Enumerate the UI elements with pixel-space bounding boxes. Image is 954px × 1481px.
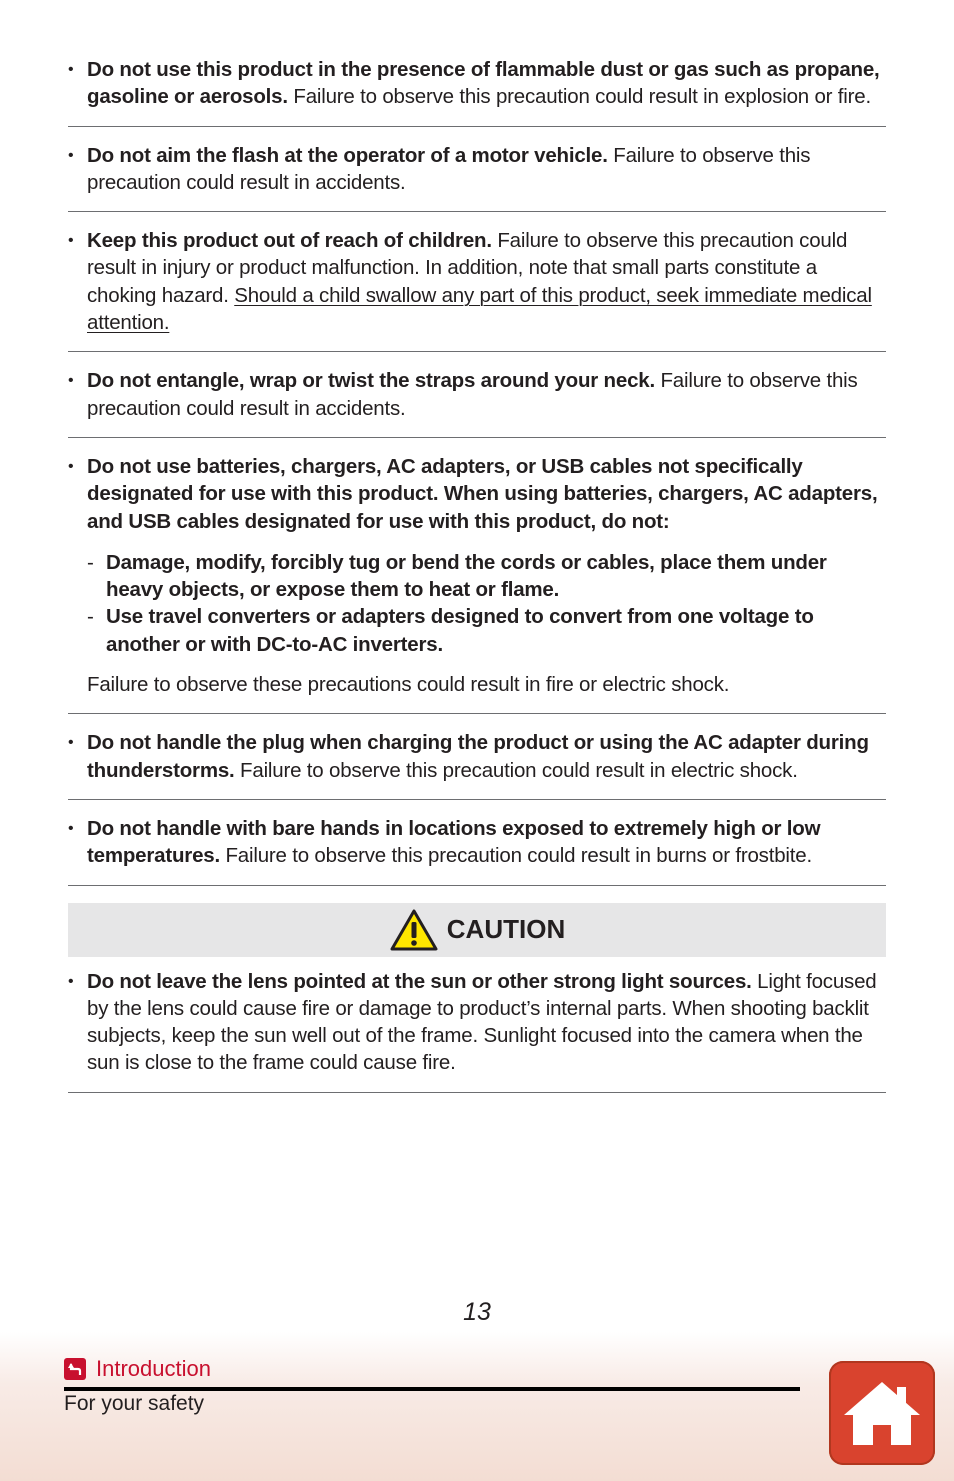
item-after-text: Failure to observe these precautions could result in fire or electric shock. (87, 673, 730, 697)
caution-header (68, 903, 886, 957)
sub-item (87, 549, 886, 604)
bullet: • (68, 232, 74, 250)
bullet: • (68, 819, 74, 837)
item-body: Failure to observe this precaution could result in injury or product malfunction. In addition, note that small parts constitute a choking hazard. (87, 229, 848, 307)
sub-item (87, 603, 886, 658)
home-icon (841, 1379, 923, 1447)
list-item (68, 729, 886, 799)
list-item (68, 367, 886, 437)
list-item (68, 56, 886, 126)
bullet: • (68, 972, 74, 990)
bullet: • (68, 457, 74, 475)
divider (68, 885, 886, 886)
item-lead: Do not use batteries, chargers, AC adapters, or USB cables not specifically designated for use with this product. When using batteries, chargers, AC adapters, and USB cables designated for use with this product, do not: (87, 454, 878, 533)
item-body: Failure to observe this precaution could result in burns or frostbite. (225, 844, 812, 868)
list-item (68, 453, 886, 713)
item-body: Failure to observe this precaution could result in accidents. (87, 143, 811, 194)
divider (68, 351, 886, 352)
item-lead: Do not handle the plug when charging the product or using the AC adapter during thunderstorms. (87, 731, 869, 782)
list-item (68, 815, 886, 885)
list-item (68, 968, 886, 1092)
item-lead: Do not handle with bare hands in locations exposed to extremely high or low temperatures. (87, 816, 821, 868)
safety-content (68, 56, 886, 1108)
item-lead: Do not aim the flash at the operator of a motor vehicle. (87, 143, 608, 167)
item-lead: Do not leave the lens pointed at the sun or other strong light sources. (87, 969, 752, 993)
divider (68, 126, 886, 127)
item-body: Failure to observe this precaution could result in electric shock. (240, 758, 798, 782)
sub-item-text: Use travel converters or adapters designed to convert from one voltage to another or with DC-to-AC inverters. (106, 605, 814, 656)
item-body: Failure to observe this precaution could result in accidents. (87, 369, 858, 420)
divider (68, 211, 886, 212)
bullet: • (68, 372, 74, 390)
bullet: • (68, 734, 74, 752)
item-body: Light focused by the lens could cause fire or damage to product’s internal parts. When shooting backlit subjects, keep the sun well out of the frame. Sunlight focused into the camera when the sun is close to the frame could cause fire. (87, 969, 877, 1075)
item-body: Failure to observe this precaution could result in explosion or fire. (293, 85, 871, 109)
dash: - (87, 605, 94, 629)
section-link-label: Introduction (96, 1356, 211, 1381)
item-lead: Keep this product out of reach of children. (87, 229, 492, 253)
item-lead: Do not entangle, wrap or twist the straps around your neck. (87, 369, 655, 393)
divider (68, 799, 886, 800)
subsection-title: For your safety (64, 1392, 205, 1415)
divider (68, 713, 886, 714)
dash: - (87, 550, 94, 574)
footer-rule (64, 1387, 800, 1391)
divider (68, 437, 886, 438)
warning-triangle-icon (389, 908, 439, 952)
bullet: • (68, 61, 74, 78)
item-lead: Do not use this product in the presence of flammable dust or gas such as propane, gasoline or aerosols. (87, 58, 880, 109)
sub-list (87, 549, 886, 658)
list-item (68, 227, 886, 351)
footer (0, 1332, 954, 1481)
page-number: 13 (463, 1298, 491, 1326)
return-arrow-icon (64, 1358, 86, 1380)
divider (68, 1092, 886, 1093)
list-item (68, 142, 886, 212)
home-button[interactable] (829, 1361, 935, 1465)
sub-item-text: Damage, modify, forcibly tug or bend the cords or cables, place them under heavy objects, or expose them to heat or flame. (106, 550, 827, 602)
item-underlined-note: Should a child swallow any part of this product, seek immediate medical attention. (87, 283, 872, 335)
caution-label: CAUTION (446, 914, 566, 945)
section-link-introduction[interactable] (64, 1356, 211, 1382)
bullet: • (68, 146, 74, 164)
